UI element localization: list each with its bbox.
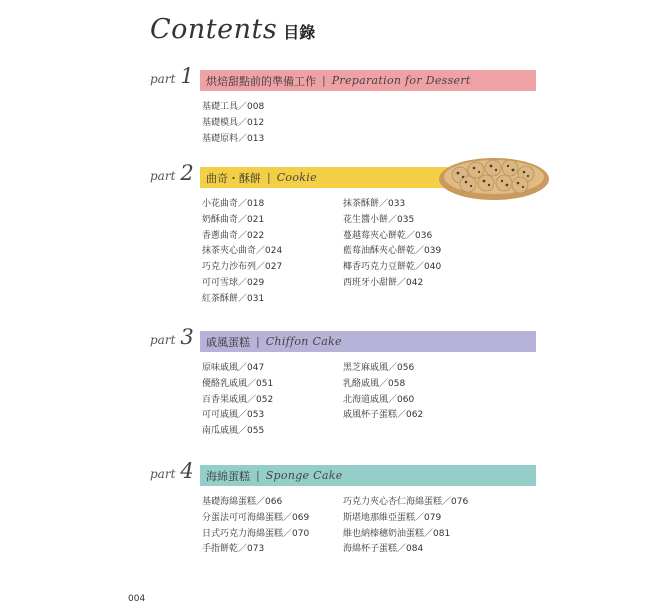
part-number: 3 [180,325,194,349]
part-word: part [150,333,176,347]
toc-entry[interactable]: 維也納榛穗奶油蛋糕／081 [343,528,451,539]
toc-entry[interactable]: 北海道戚風／060 [343,394,415,405]
toc-entry[interactable]: 巧克力夾心杏仁海綿蛋糕／076 [343,497,469,507]
page-number: 004 [128,594,146,604]
part-title-chinese: 海綿蛋糕 [206,469,250,483]
toc-entry[interactable]: 藍莓油酥夾心餅乾／039 [343,246,442,257]
toc-entry[interactable]: 基礎海綿蛋糕／066 [202,497,283,507]
toc-entry[interactable]: 手指餅乾／073 [202,544,265,555]
toc-entry[interactable]: 分蛋法可可海綿蛋糕／069 [202,512,310,523]
part-2-entries-left [202,197,282,308]
part-title-english: Sponge Cake [265,469,343,482]
page-title [150,14,315,45]
part-number: 1 [180,64,194,88]
part-title-english: Cookie [276,171,317,184]
toc-entry[interactable]: 抹茶夾心曲奇／024 [202,246,283,257]
toc-entry[interactable]: 百香果戚風／052 [202,394,274,405]
part-3-entries-right [343,361,423,424]
toc-entry[interactable]: 戚風杯子蛋糕／062 [343,410,424,421]
toc-entry[interactable]: 巧克力沙布列／027 [202,262,283,273]
toc-entry[interactable]: 基礎原料／013 [202,133,265,144]
part-title-english: Chiffon Cake [265,335,342,348]
part-4-title-band [200,465,536,486]
part-title-english: Preparation for Dessert [331,74,471,87]
toc-entry[interactable]: 優酪乳戚風／051 [202,378,274,389]
toc-entry[interactable]: 椰香巧克力豆餅乾／040 [343,262,442,273]
part-title-chinese: 戚風蛋糕 [206,335,250,349]
title-chinese: 目錄 [283,23,316,42]
part-3-entries-left [202,361,273,440]
part-number: 2 [180,161,194,185]
part-1-header [150,64,536,92]
part-word: part [150,72,176,86]
toc-entry[interactable]: 奶酥曲奇／021 [202,214,265,225]
toc-entry[interactable]: 蔓越莓夾心餅乾／036 [343,230,433,241]
toc-entry[interactable]: 基礎模具／012 [202,117,265,128]
toc-entry[interactable]: 西班牙小甜餅／042 [343,277,424,288]
toc-entry[interactable]: 原味戚風／047 [202,363,265,373]
toc-entry[interactable]: 日式巧克力海綿蛋糕／070 [202,528,310,539]
title-english: Contents [150,14,278,45]
toc-entry[interactable]: 可可雪球／029 [202,277,265,288]
toc-entry[interactable]: 南瓜戚風／055 [202,426,265,437]
part-2-entries-right [343,197,441,292]
part-4-label [150,459,200,485]
toc-entry[interactable]: 抹茶酥餅／033 [343,199,406,209]
part-word: part [150,169,176,183]
part-4-entries-left [202,495,309,558]
toc-entry[interactable]: 乳酪戚風／058 [343,378,406,389]
toc-entry[interactable]: 海綿杯子蛋糕／084 [343,544,424,555]
part-4-entries-right [343,495,468,558]
cookie-plate-icon [438,155,550,201]
toc-entry[interactable]: 香蔥曲奇／022 [202,230,265,241]
part-number: 4 [180,459,194,483]
part-title-separator: | [256,335,260,348]
part-2-label [150,161,200,187]
part-title-separator: | [256,469,260,482]
toc-entry[interactable]: 可可戚風／053 [202,410,265,421]
part-title-chinese: 曲奇・酥餅 [206,171,261,185]
part-word: part [150,467,176,481]
part-1-title-band [200,70,536,91]
part-1-label [150,64,200,90]
part-4-header [150,459,536,487]
part-3-header [150,325,536,353]
toc-entry[interactable]: 小花曲奇／018 [202,199,265,209]
toc-entry[interactable]: 斯堪地那維亞蛋糕／079 [343,512,442,523]
part-title-separator: | [267,171,271,184]
part-title-separator: | [322,74,326,87]
part-title-chinese: 烘焙甜點前的準備工作 [206,74,316,88]
part-3-label [150,325,200,351]
toc-entry[interactable]: 紅茶酥餅／031 [202,293,265,304]
part-3-title-band [200,331,536,352]
part-1-entries [202,100,264,147]
toc-entry[interactable]: 黑芝麻戚風／056 [343,363,415,373]
toc-entry[interactable]: 花生醬小餅／035 [343,214,415,225]
toc-entry[interactable]: 基礎工具／008 [202,102,265,112]
